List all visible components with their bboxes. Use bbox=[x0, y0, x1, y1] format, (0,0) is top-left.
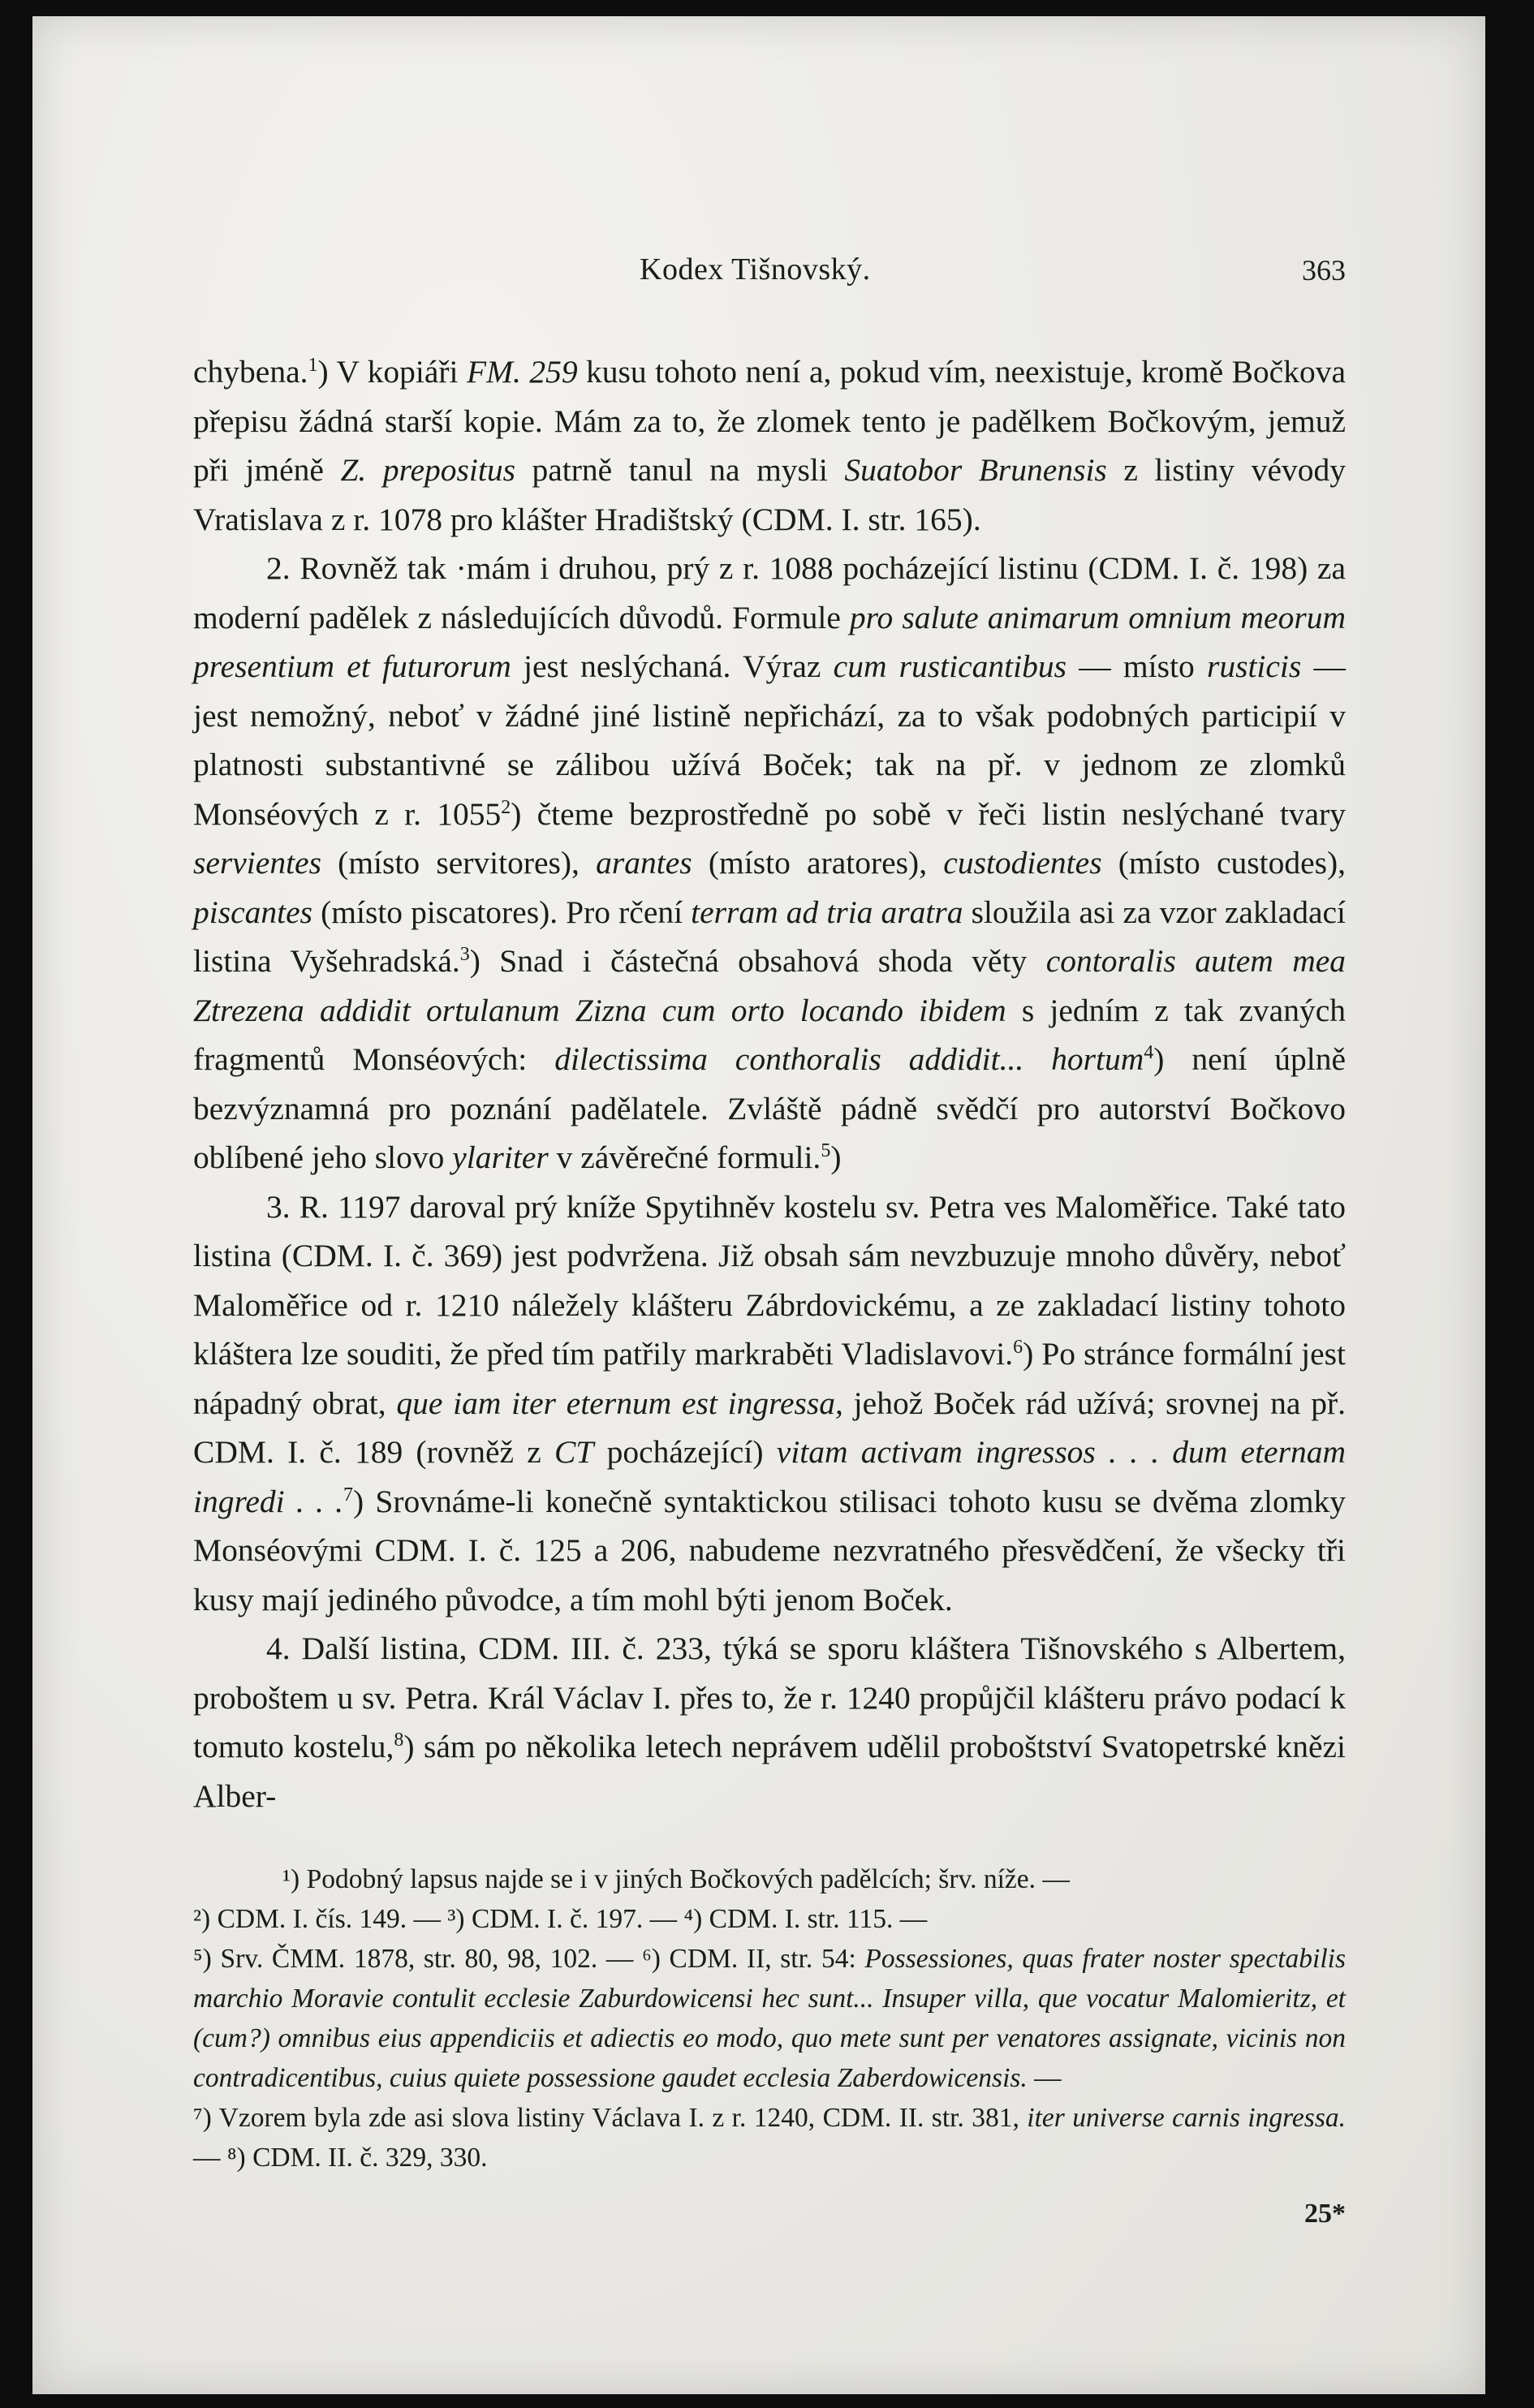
italic-run: pro salute animarum omnium meorum presentium et futurorum bbox=[193, 599, 1346, 684]
footnote-ref: 8 bbox=[394, 1729, 404, 1751]
text-run: kusu tohoto není a, pokud vím, neexistuje, kromě Bočkova přepisu žádná starší kopie. Mám za to, že zlomek tento je padělkem Bočkovým, jemuž při jméně bbox=[193, 354, 1346, 488]
body-text bbox=[193, 347, 1346, 1820]
footnote-ref: 2 bbox=[501, 796, 511, 818]
italic-run: vitam activam ingressos . . . dum eternam ingredi . . . bbox=[193, 1434, 1346, 1519]
italic-run: arantes bbox=[596, 845, 692, 881]
text-run: chybena. bbox=[193, 354, 308, 390]
page-content bbox=[193, 252, 1346, 2229]
text-run: ) není úplně bezvýznamná pro poznání padělatele. Zvláště pádně svědčí pro autorství Bočkovo oblíbené jeho slovo bbox=[193, 1041, 1346, 1175]
footnote-5-6 bbox=[193, 1939, 1346, 2098]
running-head bbox=[193, 252, 1346, 300]
text-run: — místo bbox=[1066, 648, 1207, 684]
footnote-ref: 1 bbox=[308, 354, 318, 376]
text-run: z listiny vévody Vratislava z r. 1078 pro klášter Hradištský (CDM. I. str. 165). bbox=[193, 452, 1346, 537]
italic-run: piscantes bbox=[193, 894, 313, 930]
text-run: — jest nemožný, neboť v žádné jiné listině nepřichází, za to však podobných participií v platnosti substantivné se zálibou užívá Boček; tak na př. v jednom ze zlomků Monséových z r. 1055 bbox=[193, 648, 1347, 832]
text-run: sloužila asi za vzor zakladací listina Vyšehradská. bbox=[193, 894, 1346, 979]
italic-run: servientes bbox=[193, 845, 321, 881]
text-run: 4. Další listina, CDM. III. č. 233, týká se sporu kláštera Tišnovského s Albertem, proboštem u sv. Petra. Král Václav I. přes to, že r. 1240 propůjčil klášteru právo podací k tomuto kostelu, bbox=[193, 1630, 1346, 1764]
text-run: ⁵) Srv. ČMM. 1878, str. 80, 98, 102. — ⁶) CDM. II, str. 54: bbox=[193, 1944, 865, 1974]
footnote-ref: 3 bbox=[459, 943, 470, 965]
footnote-1: ¹) Podobný lapsus najde se i v jiných Bočkových padělcích; šrv. níže. — bbox=[282, 1864, 1070, 1894]
text-run: pocházející) bbox=[593, 1434, 777, 1470]
italic-run: custodientes bbox=[943, 845, 1102, 881]
text-run: — ⁸) CDM. II. č. 329, 330. bbox=[193, 2143, 488, 2173]
footnotes bbox=[193, 1859, 1346, 2178]
footnote-ref: 7 bbox=[343, 1484, 353, 1506]
italic-run: dilectissima conthoralis addidit... hortum bbox=[554, 1041, 1144, 1077]
italic-run: terram ad tria aratra bbox=[691, 894, 963, 930]
text-run: ) Snad i částečná obsahová shoda věty bbox=[469, 943, 1046, 979]
footnote-ref: 4 bbox=[1144, 1041, 1154, 1063]
italic-run: CT bbox=[554, 1434, 594, 1470]
text-run: ) Po stránce formální jest nápadný obrat, bbox=[193, 1336, 1346, 1421]
paragraph-3 bbox=[193, 1182, 1346, 1625]
italic-run: Suatobor Brunensis bbox=[844, 452, 1107, 488]
text-run: ) Srovnáme-li konečně syntaktickou stilisaci tohoto kusu se dvěma zlomky Monséovými CDM. I. č. 125 a 206, nabudeme nezvratného přesvědčení, že všecky tři kusy mají jediného původce, a tím mohl býti jenom Boček. bbox=[193, 1483, 1346, 1618]
text-run: ) sám po několika letech neprávem udělil proboštství Svatopetrské knězi Alber- bbox=[193, 1729, 1346, 1814]
footnote-2-4: ²) CDM. I. čís. 149. — ³) CDM. I. č. 197. — ⁴) CDM. I. str. 115. — bbox=[193, 1904, 928, 1934]
text-run: ) čteme bezprostředně po sobě v řeči listin neslýchané tvary bbox=[511, 795, 1346, 832]
paragraph-4 bbox=[193, 1624, 1346, 1820]
text-run: (místo servitores), bbox=[321, 845, 597, 881]
text-run: patrně tanul na mysli bbox=[515, 452, 845, 488]
footnote-7-8 bbox=[193, 2098, 1346, 2178]
signature-mark: 25* bbox=[1304, 2199, 1346, 2229]
italic-run: Z. prepositus bbox=[340, 452, 515, 488]
text-run: ) V kopiáři bbox=[317, 354, 467, 390]
text-run: (místo aratores), bbox=[692, 845, 944, 881]
italic-run: cum rusticantibus bbox=[833, 648, 1066, 684]
italic-run: rusticis bbox=[1206, 648, 1302, 684]
text-run: — bbox=[1027, 2063, 1062, 2093]
paragraph-1 bbox=[193, 347, 1346, 544]
italic-run: iter universe carnis ingressa. bbox=[1027, 2103, 1346, 2133]
italic-run: Possessiones, quas frater noster spectabilis marchio Moravie contulit ecclesie Zaburdowicensi hec sunt... Insuper villa, que vocatur Malomieritz, et (cum?) omnibus eius appendiciis et adiectis eo modo, quo mete sunt per venatores assignate, vicinis non contradicentibus, cuius quiete possessione gaudet ecclesia Zaberdowicensis. bbox=[193, 1944, 1347, 2093]
italic-run: que iam iter eternum est ingressa, bbox=[396, 1385, 843, 1421]
text-run: v závěrečné formuli. bbox=[548, 1139, 821, 1175]
italic-run: FM. 259 bbox=[466, 354, 578, 390]
text-run: s jedním z tak zvaných fragmentů Monséových: bbox=[193, 992, 1346, 1077]
italic-run: ylariter bbox=[452, 1139, 549, 1175]
text-run: (místo piscatores). Pro rčení bbox=[312, 894, 692, 930]
text-run: 3. R. 1197 daroval prý kníže Spytihněv kostelu sv. Petra ves Maloměřice. Také tato listina (CDM. I. č. 369) jest podvržena. Již obsah sám nevzbuzuje mnoho důvěry, neboť Maloměřice od r. 1210 náležely klášteru Zábrdovickému, a ze zakladací listiny tohoto kláštera lze souditi, že před tím patřily markraběti Vladislavovi. bbox=[193, 1188, 1346, 1372]
running-title: Kodex Tišnovský. bbox=[640, 252, 871, 286]
text-run: ⁷) Vzorem byla zde asi slova listiny Václava I. z r. 1240, CDM. II. str. 381, bbox=[193, 2103, 1028, 2133]
footnote-ref: 5 bbox=[821, 1139, 831, 1161]
footnote-ref: 6 bbox=[1013, 1336, 1023, 1358]
text-run: ) bbox=[830, 1139, 842, 1175]
scanned-page bbox=[32, 16, 1485, 2394]
page-number: 363 bbox=[1302, 254, 1346, 286]
text-run: jehož Boček rád užívá; srovnej na př. CDM. I. č. 189 (rovněž z bbox=[193, 1385, 1346, 1470]
text-run: (místo custodes), bbox=[1101, 845, 1347, 881]
text-run: 2. Rovněž tak ·mám i druhou, prý z r. 1088 pocházející listinu (CDM. I. č. 198) za moderní padělek z následujících důvodů. Formule bbox=[193, 550, 1346, 635]
paragraph-2 bbox=[193, 544, 1346, 1182]
italic-run: contoralis autem mea Ztrezena addidit ortulanum Zizna cum orto locando ibidem bbox=[193, 943, 1346, 1028]
text-run: jest neslýchaná. Výraz bbox=[511, 648, 834, 684]
